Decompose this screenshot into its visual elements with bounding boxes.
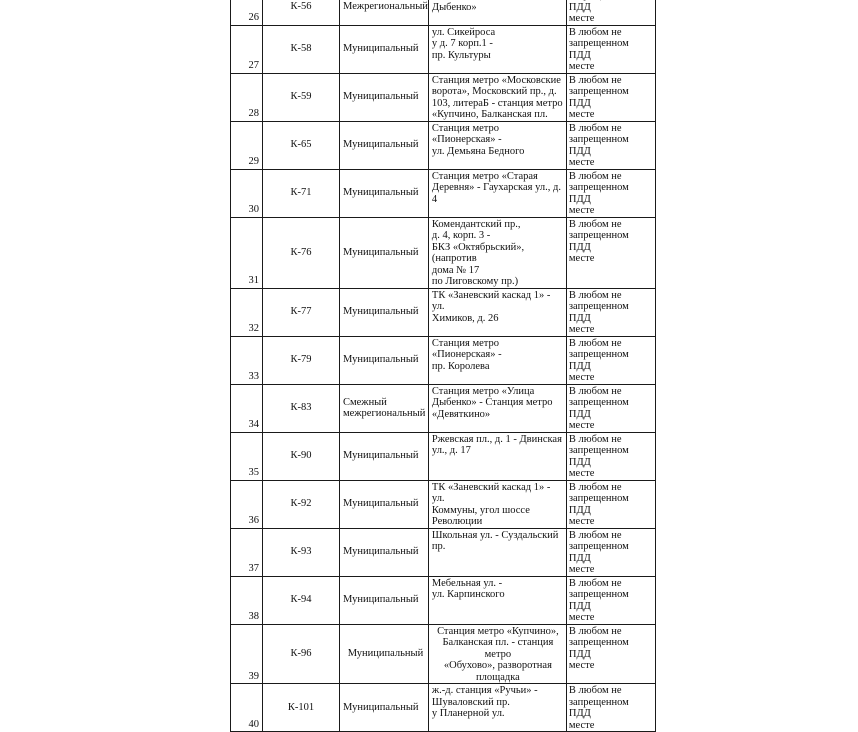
route-type-cell [340,73,429,121]
route-type: Муниципальный [343,701,419,713]
route-description-cell [428,528,566,576]
stop-rule-cell [566,73,655,121]
route-description-cell [428,684,566,732]
row-number: 33 [248,371,259,382]
route-code-cell [263,25,340,73]
row-number: 39 [248,670,259,682]
route-type-cell [340,432,429,480]
route-description-cell [428,169,566,217]
row-number-cell [231,432,263,480]
row-number-cell [231,217,263,288]
row-number: 29 [248,156,259,167]
route-description-cell [428,217,566,288]
route-type-cell [340,684,429,732]
table-row [231,336,656,384]
stop-rule: В любом не запрещенном ПДД месте [568,289,629,335]
row-number: 38 [248,611,259,622]
route-type-cell [340,528,429,576]
route-type: Муниципальный [343,246,419,258]
stop-rule-cell [566,336,655,384]
route-type-cell [340,288,429,336]
route-code-cell [263,384,340,432]
route-type: Муниципальный [343,139,419,151]
row-number: 32 [248,323,259,334]
route-code: К-65 [290,139,312,151]
stop-rule-cell [566,528,655,576]
row-number-cell [231,288,263,336]
route-code: К-96 [290,648,312,659]
table-row [231,384,656,432]
row-number-cell [231,384,263,432]
stop-rule: ПДД месте [568,1,595,24]
stop-rule-cell [566,121,655,169]
stop-rule-cell [566,624,655,684]
route-code-cell [263,217,340,288]
route-description-cell [428,336,566,384]
row-number-cell [231,684,263,732]
table-row [231,684,656,732]
route-code: К-56 [290,1,312,12]
stop-rule-cell [566,25,655,73]
stop-rule: В любом не запрещенном ПДД месте [568,625,629,671]
route-type-cell [340,169,429,217]
row-number-cell [231,169,263,217]
route-type-cell [340,121,429,169]
route-description-cell [428,25,566,73]
stop-rule-cell [566,480,655,528]
route-description: ж.-д. станция «Ручьи» - Шуваловский пр. у Планерной ул. [431,685,538,719]
route-description-cell [428,384,566,432]
route-code-cell [263,288,340,336]
stop-rule: В любом не запрещенном ПДД месте [568,337,629,383]
route-type-cell [340,0,429,25]
row-number: 26 [248,12,259,23]
route-code-cell [263,432,340,480]
route-type: Муниципальный [347,648,424,659]
row-number: 37 [248,563,259,574]
route-description: Станция метро «Старая Деревня» - Гаухарская ул., д. 4 [431,170,561,205]
route-description-cell [428,0,566,25]
route-code-cell [263,528,340,576]
row-number-cell [231,73,263,121]
route-description-cell [428,480,566,528]
stop-rule-cell [566,169,655,217]
row-number-cell [231,624,263,684]
route-description: Дыбенко» [431,1,477,13]
stop-rule: В любом не запрещенном ПДД месте [568,26,629,72]
route-code: К-79 [290,354,312,366]
row-number-cell [231,25,263,73]
route-code-cell [263,480,340,528]
table-row [231,217,656,288]
table-row [231,121,656,169]
route-type-cell [340,25,429,73]
row-number-cell [231,528,263,576]
table-row [231,25,656,73]
route-code: К-59 [290,91,312,103]
route-code-cell [263,169,340,217]
stop-rule-cell [566,576,655,624]
route-description: Станция метро «Московские ворота», Московский пр., д. 103, литераБ - станция метро «Купчино, Балканская пл. [431,74,563,120]
route-type: Муниципальный [343,594,419,606]
row-number: 35 [248,467,259,478]
route-type: Муниципальный [343,306,419,318]
route-code: К-77 [290,306,312,318]
route-description-cell [428,432,566,480]
stop-rule: В любом не запрещенном ПДД месте [568,385,629,431]
route-code-cell [263,624,340,684]
route-description: Мебельная ул. - ул. Карпинского [431,577,505,600]
stop-rule-cell [566,384,655,432]
route-description: Комендантский пр., д. 4, корп. 3 - БКЗ «Октябрьский», (напротив дома № 17 по Лиговскому пр.) [431,218,525,287]
stop-rule: В любом не запрещенном ПДД месте [568,529,629,575]
table-row [231,73,656,121]
stop-rule: В любом не запрещенном ПДД месте [568,685,629,731]
route-code-cell [263,73,340,121]
stop-rule-cell [566,432,655,480]
row-number: 30 [248,204,259,215]
route-code: К-83 [290,402,312,414]
route-code-cell [263,576,340,624]
stop-rule: В любом не запрещенном ПДД месте [568,481,629,527]
table-row [231,624,656,684]
route-description: ТК «Заневский каскад 1» - ул. Коммуны, угол шоссе Революции [431,481,551,527]
route-type-cell [340,217,429,288]
stop-rule-cell [566,0,655,25]
stop-rule: В любом не запрещенном ПДД месте [568,218,629,264]
route-description: Школьная ул. - Суздальский пр. [431,529,559,552]
route-type: Смежный межрегиональный [343,396,426,419]
stop-rule: В любом не запрещенном ПДД месте [568,122,629,168]
table-row [231,0,656,25]
route-code: К-71 [290,187,312,199]
route-description: ул. Сикейроса у д. 7 корп.1 - пр. Культуры [431,26,496,61]
route-type: Муниципальный [343,187,419,199]
route-type: Муниципальный [343,43,419,55]
route-description: Ржевская пл., д. 1 - Двинская ул., д. 17 [431,433,562,456]
route-type-cell [340,624,429,684]
route-code-cell [263,684,340,732]
table-row [231,288,656,336]
row-number-cell [231,121,263,169]
route-code-cell [263,0,340,25]
route-description-cell [428,73,566,121]
route-description-cell [428,624,566,684]
route-description: ТК «Заневский каскад 1» - ул. Химиков, д. 26 [431,289,551,324]
route-code: К-94 [290,594,312,606]
route-type-cell [340,336,429,384]
table-row [231,432,656,480]
stop-rule: В любом не запрещенном ПДД месте [568,170,629,216]
row-number-cell [231,0,263,25]
route-code: К-93 [290,546,312,558]
stop-rule: В любом не запрещенном ПДД месте [568,74,629,120]
route-code: К-101 [287,701,315,713]
table-row [231,576,656,624]
stop-rule-cell [566,288,655,336]
row-number: 34 [248,419,259,430]
stop-rule: В любом не запрещенном ПДД месте [568,577,629,623]
row-number-cell [231,480,263,528]
row-number: 28 [248,108,259,119]
route-type-cell [340,480,429,528]
route-code-cell [263,121,340,169]
route-code: К-90 [290,450,312,462]
route-description: Станция метро «Купчино», Балканская пл. - станция метро «Обухово», разворотная площадка [437,625,559,683]
stop-rule-cell [566,217,655,288]
stop-rule: В любом не запрещенном ПДД месте [568,433,629,479]
routes-table [230,0,656,732]
row-number: 40 [248,718,259,730]
route-description: Станция метро «Пионерская» - пр. Королева [431,337,502,372]
route-code: К-76 [290,246,312,258]
route-type: Муниципальный [343,450,419,462]
route-type: Муниципальный [343,354,419,366]
row-number-cell [231,336,263,384]
route-description: Станция метро «Улица Дыбенко» - Станция метро «Девяткино» [431,385,553,420]
route-type: Муниципальный [343,498,419,510]
row-number-cell [231,576,263,624]
row-number: 36 [248,515,259,526]
route-type: Муниципальный [343,546,419,558]
route-type-cell [340,384,429,432]
route-description: Станция метро «Пионерская» - ул. Демьяна Бедного [431,122,525,157]
table-row [231,528,656,576]
stop-rule-cell [566,684,655,732]
route-description-cell [428,576,566,624]
route-code: К-58 [290,43,312,55]
row-number: 31 [248,275,259,286]
route-type: Межрегиональный [343,1,428,12]
table-row [231,480,656,528]
route-description-cell [428,288,566,336]
route-type: Муниципальный [343,91,419,103]
table-row [231,169,656,217]
route-type-cell [340,576,429,624]
row-number: 27 [248,60,259,71]
route-code-cell [263,336,340,384]
route-code: К-92 [290,498,312,510]
route-description-cell [428,121,566,169]
